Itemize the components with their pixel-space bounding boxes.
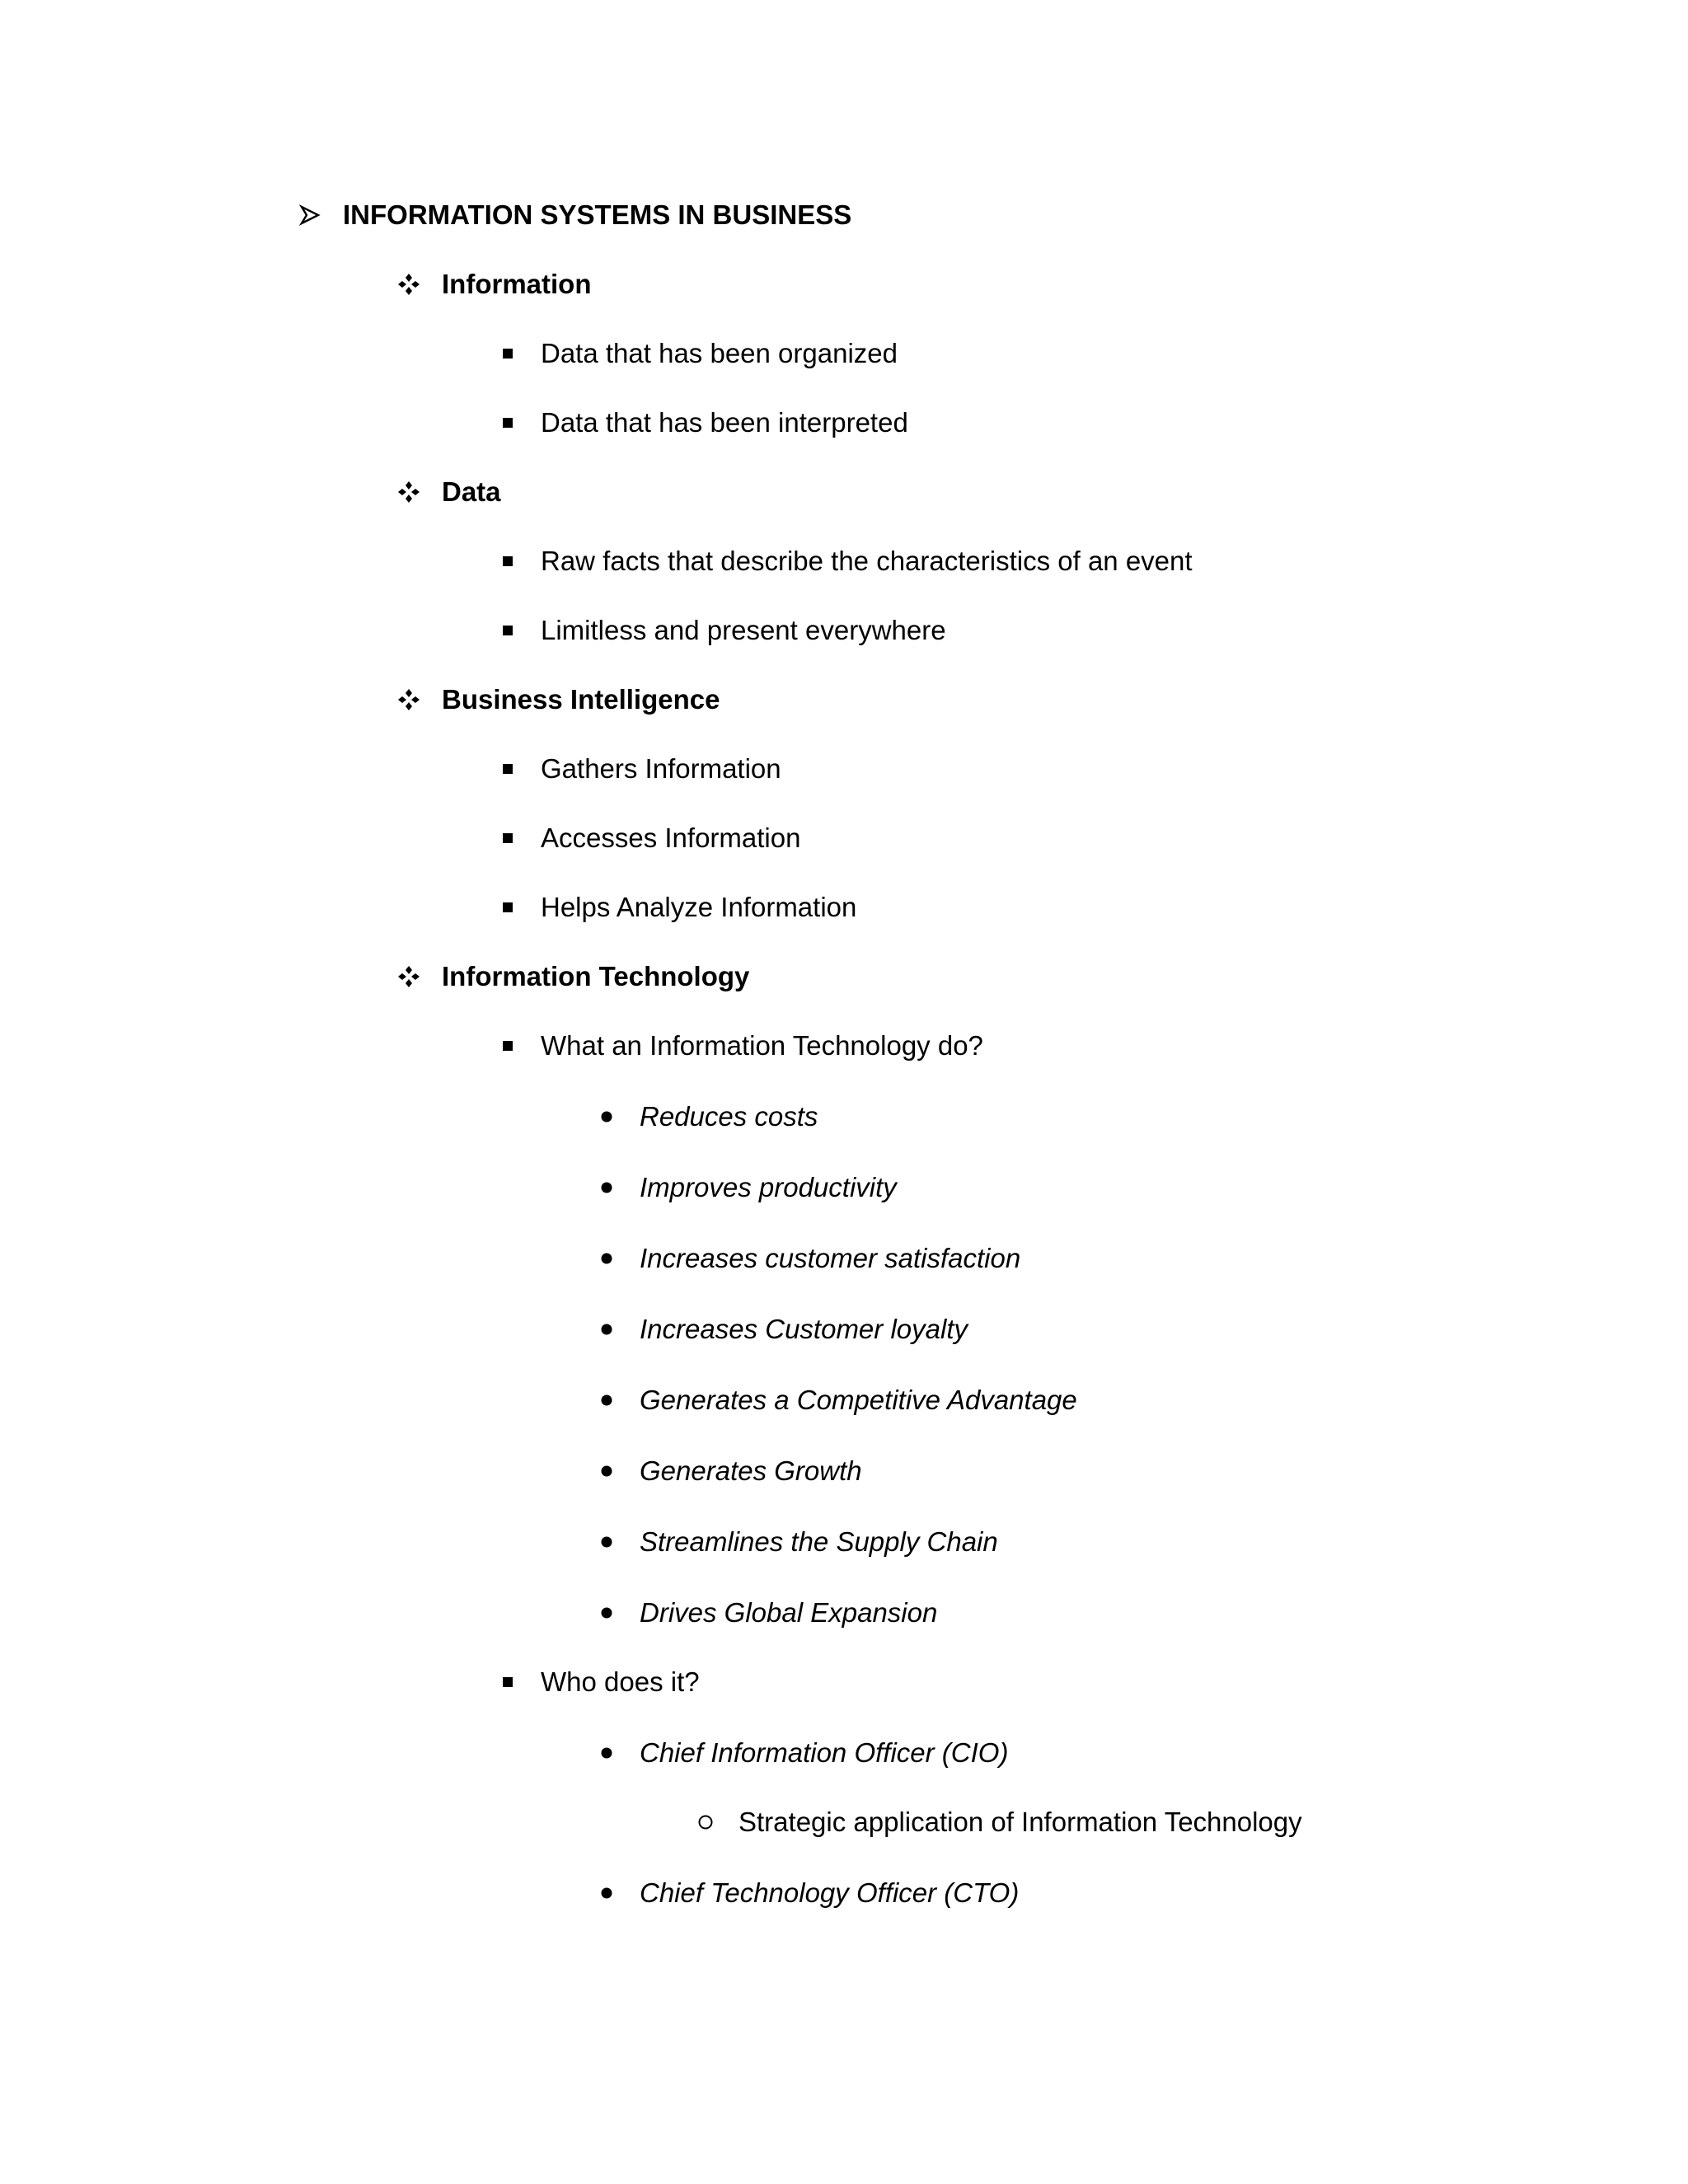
list-item-text: Data that has been organized [541,338,898,368]
list-item-text: What an Information Technology do? [541,1030,983,1061]
square-bullet-icon [491,813,524,863]
benefit-text: Reduces costs [640,1101,818,1132]
list-item-text: Data that has been interpreted [541,407,908,438]
square-bullet-icon [491,329,524,378]
subheading-title: Data [442,476,501,507]
dot-bullet-icon [590,1517,623,1567]
benefit-text: Improves productivity [640,1172,897,1202]
list-item-text: Accesses Information [541,823,801,853]
benefit-text: Generates Growth [640,1455,862,1486]
benefit-text: Streamlines the Supply Chain [640,1526,998,1557]
role-title: Chief Information Officer (CIO) [640,1737,1009,1768]
square-bullet-icon [491,883,524,932]
benefit-text: Generates a Competitive Advantage [640,1385,1077,1415]
dot-bullet-icon [590,1305,623,1354]
subheading-title: Information Technology [442,961,750,991]
dot-bullet-icon [590,1092,623,1141]
dot-bullet-icon [590,1234,623,1283]
dot-bullet-icon [590,1728,623,1778]
square-bullet-icon [491,1657,524,1707]
list-item-text: Who does it? [541,1666,700,1697]
hollow-circle-bullet-icon [689,1797,722,1847]
square-bullet-icon [491,537,524,586]
benefit-text: Increases Customer loyalty [640,1314,968,1344]
role-title: Chief Technology Officer (CTO) [640,1877,1020,1908]
list-item-text: Helps Analyze Information [541,892,857,922]
list-item-text: Raw facts that describe the characteristics of an event [541,546,1193,576]
square-bullet-icon [491,398,524,448]
diamond-bullet-icon [392,675,425,724]
square-bullet-icon [491,606,524,655]
diamond-bullet-icon [392,952,425,1001]
dot-bullet-icon [590,1376,623,1425]
dot-bullet-icon [590,1163,623,1212]
diamond-bullet-icon [392,260,425,309]
subheading-title: Business Intelligence [442,684,720,715]
heading-title: INFORMATION SYSTEMS IN BUSINESS [343,199,852,230]
dot-bullet-icon [590,1446,623,1496]
benefit-text: Increases customer satisfaction [640,1243,1021,1273]
arrow-bullet-icon [293,190,326,240]
subheading-title: Information [442,269,592,299]
list-item-text: Limitless and present everywhere [541,615,946,645]
diamond-bullet-icon [392,467,425,517]
benefit-text: Drives Global Expansion [640,1597,938,1628]
dot-bullet-icon [590,1588,623,1638]
list-item-text: Gathers Information [541,753,781,784]
dot-bullet-icon [590,1868,623,1918]
square-bullet-icon [491,1021,524,1071]
role-detail-text: Strategic application of Information Technology [738,1807,1302,1837]
square-bullet-icon [491,744,524,794]
